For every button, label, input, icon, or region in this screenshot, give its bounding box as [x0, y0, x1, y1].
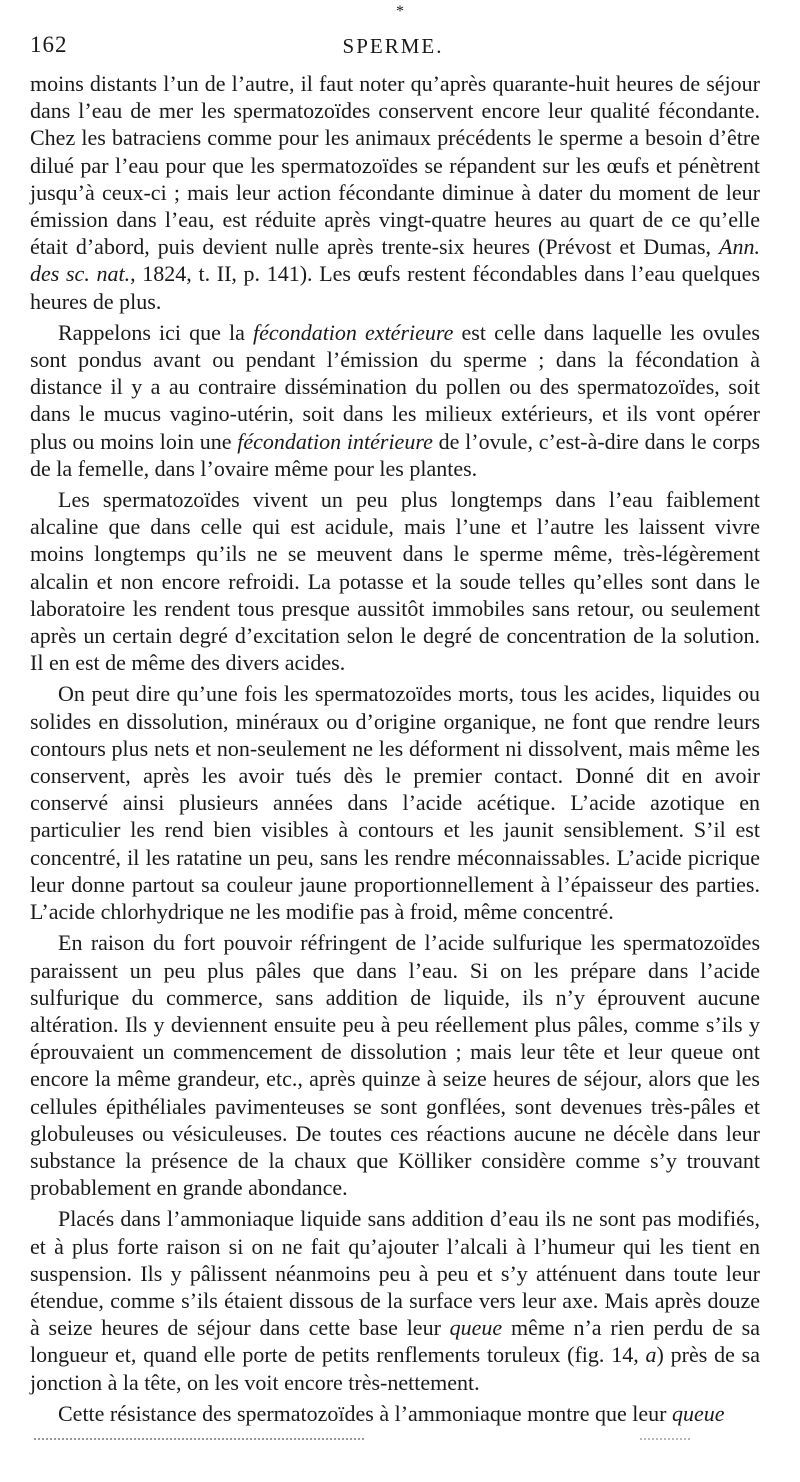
italic-text-run: Ann. des sc. nat.: [30, 234, 760, 287]
text-run: Placés dans l’ammoniaque liquide sans addition d’eau ils ne sont pas modifiés, et à plus forte raison si on ne fait qu’ajouter l’alcali à l’humeur qui les tient en suspension. Ils y pâlissent néanmoins peu à peu et s’y atténuent dans toute leur étendue, comme s’ils étaient dissous de la surface vers leur axe. Mais après douze à seize heures de séjour dans cette base leur: [30, 1206, 760, 1341]
page-header: [30, 32, 756, 64]
text-run: On peut dire qu’une fois les spermatozoïdes morts, tous les acides, liquides ou solides en dissolution, minéraux ou d’origine organique, ne font que rendre leurs contours plus nets et non-seulement ne les déforment ni dissolvent, mais même les conservent, après les avoir tués dès le premier contact. Donné dit en avoir conservé ainsi plusieurs années dans l’acide acétique. L’acide azotique en particulier les rend bien visibles à contours et les jaunit sensiblement. S’il est concentré, il les ratatine un peu, sans les rendre méconnaissables. L’acide picrique leur donne partout sa couleur jaune proportionnellement à l’épaisseur des parties. L’acide chlorhydrique ne les modifie pas à froid, même concentré.: [30, 681, 760, 925]
footer-divider: [640, 1438, 690, 1440]
italic-text-run: queue: [671, 1400, 725, 1426]
paragraph: [30, 319, 760, 482]
italic-text-run: fécondation intérieure: [237, 428, 433, 454]
body-text: [30, 70, 760, 1431]
paragraph: [30, 929, 760, 1201]
italic-text-run: a: [645, 1342, 657, 1368]
italic-text-run: queue: [449, 1315, 503, 1341]
italic-text-run: fécondation extérieure: [253, 319, 454, 345]
text-run: de l’ovule, c’est-à-dire dans le corps de la femelle, dans l’ovaire même pour les plantes.: [30, 428, 760, 481]
paragraph: [30, 1400, 760, 1427]
text-run: est celle dans laquelle les ovules sont pondus avant ou pendant l’émission du sperme ; dans la fécondation à distance il y a au contraire dissémination du pollen ou des spermatozoïdes, soit dans le mucus vagino-utérin, soit dans les milieux extérieurs, et ils vont opérer plus ou moins loin une: [30, 319, 760, 454]
text-run: , 1824, t. II, p. 141). Les œufs restent fécondables dans l’eau quelques heures de plus.: [30, 261, 760, 314]
paragraph: [30, 1205, 760, 1395]
text-run: ) près de sa jonction à la tête, on les voit encore très-nettement.: [30, 1342, 760, 1395]
paragraph: [30, 486, 760, 676]
running-head: SPERME.: [342, 34, 444, 58]
printer-mark: *: [396, 3, 404, 20]
text-run: Rappelons ici que la: [58, 319, 254, 345]
text-run: En raison du fort pouvoir réfringent de l’acide sulfurique les spermatozoïdes paraissent un peu plus pâles que dans l’eau. Si on les prépare dans l’acide sulfurique du commerce, sans addition de liquide, ils n’y éprouvent aucune altération. Ils y deviennent ensuite peu à peu réellement plus pâles, comme s’ils y éprouvaient un commencement de dissolution ; mais leur tête et leur queue ont encore la même grandeur, etc., après quinze à seize heures de séjour, alors que les cellules épithéliales pavimenteuses se sont gonflées, sont devenues très-pâles et globuleuses ou vésiculeuses. De toutes ces réactions aucune ne décèle dans leur substance la présence de la chaux que Kölliker considère comme s’y trouvant probablement en grande abondance.: [30, 930, 760, 1201]
paragraph: [30, 680, 760, 925]
paragraph: [30, 70, 760, 315]
text-run: Cette résistance des spermatozoïdes à l’ammoniaque montre que leur: [58, 1400, 672, 1426]
text-run: Les spermatozoïdes vivent un peu plus longtemps dans l’eau faiblement alcaline que dans celle qui est acidule, mais l’une et l’autre les laissent vivre moins longtemps qu’ils ne se meuvent dans le sperme même, très-légèrement alcalin et non encore refroidi. La potasse et la soude telles qu’elles sont dans le laboratoire les rendent tous presque aussitôt immobiles sans retour, ou seulement après un certain degré d’excitation selon le degré de concentration de la solution. Il en est de même des divers acides.: [30, 487, 760, 676]
text-run: même n’a rien perdu de sa longueur et, quand elle porte de petits renflements toruleux (fig. 14,: [30, 1315, 760, 1368]
text-run: moins distants l’un de l’autre, il faut noter qu’après quarante-huit heures de séjour dans l’eau de mer les spermatozoïdes conservent encore leur qualité fécondante. Chez les batraciens comme pour les animaux précédents le sperme a besoin d’être dilué par l’eau pour que les spermatozoïdes se répandent sur les œufs et pénètrent jusqu’à ceux-ci ; mais leur action fécondante diminue à dater du moment de leur émission dans l’eau, est réduite après vingt-quatre heures au quart de ce qu’elle était d’abord, puis devient nulle après trente-six heures (Prévost et Dumas,: [30, 71, 760, 260]
footer-divider: [34, 1438, 364, 1440]
page-number: 162: [30, 32, 68, 57]
